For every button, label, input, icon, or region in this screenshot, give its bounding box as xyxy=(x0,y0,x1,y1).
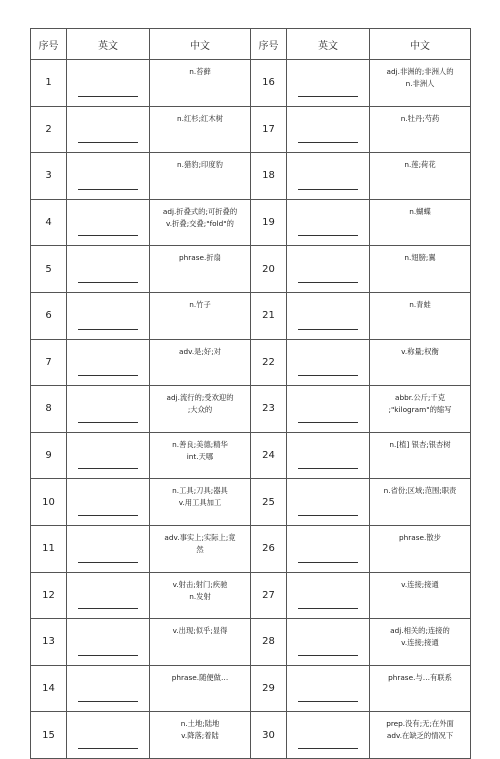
english-answer-blank[interactable] xyxy=(287,712,370,759)
chinese-definition-cell xyxy=(370,153,471,200)
chinese-definition: phrase.折扇 xyxy=(179,253,221,263)
chinese-definition-cell xyxy=(370,292,471,339)
item-number: 7 xyxy=(31,339,67,386)
table-row xyxy=(31,712,471,759)
chinese-definition: n.翅膀;翼 xyxy=(404,253,436,263)
item-number: 18 xyxy=(251,153,287,200)
english-answer-blank[interactable] xyxy=(67,339,150,386)
table-row xyxy=(31,432,471,479)
item-number: 26 xyxy=(251,525,287,572)
chinese-definition-cell xyxy=(150,199,251,246)
chinese-definition: prep.没有;无;在外面 adv.在缺乏的情况下 xyxy=(386,719,454,741)
english-answer-blank[interactable] xyxy=(67,479,150,526)
chinese-definition: n.[植] 银杏;银杏树 xyxy=(389,439,451,449)
chinese-definition: n.莲;荷花 xyxy=(404,160,436,170)
english-answer-blank[interactable] xyxy=(67,106,150,153)
table-row xyxy=(31,153,471,200)
english-answer-blank[interactable] xyxy=(67,619,150,666)
item-number: 1 xyxy=(31,60,67,107)
chinese-definition: abbr.公斤;千克 ;"kilogram"的缩写 xyxy=(388,393,452,415)
chinese-definition-cell xyxy=(150,479,251,526)
english-answer-blank[interactable] xyxy=(287,479,370,526)
chinese-definition-cell xyxy=(370,525,471,572)
item-number: 13 xyxy=(31,619,67,666)
chinese-definition: n.牡丹;芍药 xyxy=(400,113,440,123)
answer-underline xyxy=(78,375,138,376)
chinese-definition: n.善良;美德;精华 int.天哪 xyxy=(172,439,228,461)
english-answer-blank[interactable] xyxy=(67,712,150,759)
chinese-definition: adj.非洲的;非洲人的 n.非洲人 xyxy=(386,67,454,88)
english-answer-blank[interactable] xyxy=(287,199,370,246)
answer-underline xyxy=(78,422,138,423)
table-row xyxy=(31,665,471,712)
item-number: 29 xyxy=(251,665,287,712)
table-row xyxy=(31,292,471,339)
answer-underline xyxy=(78,748,138,749)
chinese-definition-cell xyxy=(370,199,471,246)
english-answer-blank[interactable] xyxy=(287,106,370,153)
vocabulary-table xyxy=(30,28,471,759)
item-number: 25 xyxy=(251,479,287,526)
english-answer-blank[interactable] xyxy=(67,292,150,339)
item-number: 17 xyxy=(251,106,287,153)
english-answer-blank[interactable] xyxy=(67,246,150,293)
chinese-definition-cell xyxy=(150,525,251,572)
chinese-definition-cell xyxy=(150,665,251,712)
answer-underline xyxy=(78,515,138,516)
chinese-definition: n.红杉;红木树 xyxy=(177,113,223,123)
chinese-definition-cell xyxy=(370,572,471,619)
item-number: 3 xyxy=(31,153,67,200)
chinese-definition-cell xyxy=(150,712,251,759)
vocabulary-worksheet xyxy=(30,28,470,759)
item-number: 20 xyxy=(251,246,287,293)
answer-underline xyxy=(78,701,138,702)
answer-underline xyxy=(78,468,138,469)
item-number: 30 xyxy=(251,712,287,759)
chinese-definition-cell xyxy=(370,479,471,526)
item-number: 16 xyxy=(251,60,287,107)
chinese-definition: n.竹子 xyxy=(189,299,211,309)
answer-underline xyxy=(298,142,358,143)
english-answer-blank[interactable] xyxy=(67,60,150,107)
item-number: 6 xyxy=(31,292,67,339)
answer-underline xyxy=(298,468,358,469)
answer-underline xyxy=(78,142,138,143)
table-row xyxy=(31,619,471,666)
table-row xyxy=(31,60,471,107)
item-number: 24 xyxy=(251,432,287,479)
answer-underline xyxy=(78,235,138,236)
english-answer-blank[interactable] xyxy=(287,525,370,572)
chinese-definition: n.省份;区域;范围;职责 xyxy=(383,486,457,496)
chinese-definition-cell xyxy=(150,572,251,619)
english-answer-blank[interactable] xyxy=(287,432,370,479)
item-number: 12 xyxy=(31,572,67,619)
chinese-definition: phrase.随便做… xyxy=(171,672,229,682)
english-answer-blank[interactable] xyxy=(287,572,370,619)
chinese-definition-cell xyxy=(150,339,251,386)
table-row xyxy=(31,386,471,433)
item-number: 4 xyxy=(31,199,67,246)
item-number: 14 xyxy=(31,665,67,712)
chinese-definition-cell xyxy=(150,246,251,293)
chinese-definition-cell xyxy=(370,106,471,153)
item-number: 2 xyxy=(31,106,67,153)
chinese-definition: adj.折叠式的;可折叠的 v.折叠;交叠;"fold"的 xyxy=(162,206,238,228)
chinese-definition: adv.是;好;对 xyxy=(179,346,221,356)
answer-underline xyxy=(298,189,358,190)
english-answer-blank[interactable] xyxy=(67,386,150,433)
answer-underline xyxy=(298,329,358,330)
chinese-definition-cell xyxy=(370,339,471,386)
english-answer-blank[interactable] xyxy=(67,525,150,572)
answer-underline xyxy=(298,375,358,376)
table-row xyxy=(31,479,471,526)
header-english-left: 英文 xyxy=(67,29,150,60)
chinese-definition-cell xyxy=(150,106,251,153)
chinese-definition-cell xyxy=(370,712,471,759)
answer-underline xyxy=(298,282,358,283)
chinese-definition: n.苔藓 xyxy=(189,67,211,76)
chinese-definition-cell xyxy=(370,246,471,293)
table-row xyxy=(31,106,471,153)
item-number: 28 xyxy=(251,619,287,666)
answer-underline xyxy=(78,96,138,97)
chinese-definition-cell xyxy=(150,60,251,107)
chinese-definition-cell xyxy=(150,619,251,666)
header-number-right: 序号 xyxy=(251,29,287,60)
item-number: 27 xyxy=(251,572,287,619)
answer-underline xyxy=(298,515,358,516)
item-number: 15 xyxy=(31,712,67,759)
answer-underline xyxy=(78,562,138,563)
chinese-definition-cell xyxy=(150,386,251,433)
table-body xyxy=(31,60,471,759)
item-number: 19 xyxy=(251,199,287,246)
answer-underline xyxy=(298,608,358,609)
header-chinese-left: 中文 xyxy=(150,29,251,60)
english-answer-blank[interactable] xyxy=(287,292,370,339)
header-row xyxy=(31,29,471,60)
item-number: 5 xyxy=(31,246,67,293)
chinese-definition: v.称量;权衡 xyxy=(401,346,439,356)
english-answer-blank[interactable] xyxy=(287,153,370,200)
header-number-left: 序号 xyxy=(31,29,67,60)
table-row xyxy=(31,199,471,246)
item-number: 10 xyxy=(31,479,67,526)
chinese-definition: adj.流行的;受欢迎的 ;大众的 xyxy=(166,393,234,415)
chinese-definition-cell xyxy=(150,432,251,479)
english-answer-blank[interactable] xyxy=(287,60,370,107)
answer-underline xyxy=(298,562,358,563)
english-answer-blank[interactable] xyxy=(287,246,370,293)
english-answer-blank[interactable] xyxy=(67,572,150,619)
header-english-right: 英文 xyxy=(287,29,370,60)
answer-underline xyxy=(298,235,358,236)
answer-underline xyxy=(78,282,138,283)
chinese-definition: n.青蛙 xyxy=(409,299,431,309)
chinese-definition: n.蝴蝶 xyxy=(409,206,431,216)
answer-underline xyxy=(78,329,138,330)
english-answer-blank[interactable] xyxy=(67,199,150,246)
chinese-definition: v.出现;似乎;显得 xyxy=(172,626,228,636)
table-row xyxy=(31,525,471,572)
chinese-definition: adj.相关的;连接的 v.连接;接通 xyxy=(390,626,450,648)
chinese-definition-cell xyxy=(150,292,251,339)
item-number: 22 xyxy=(251,339,287,386)
english-answer-blank[interactable] xyxy=(287,665,370,712)
chinese-definition: v.射击;射门;疾驰 n.发射 xyxy=(172,579,228,601)
chinese-definition-cell xyxy=(370,432,471,479)
english-answer-blank[interactable] xyxy=(287,386,370,433)
chinese-definition: phrase.散步 xyxy=(399,532,441,542)
chinese-definition-cell xyxy=(370,619,471,666)
english-answer-blank[interactable] xyxy=(67,432,150,479)
answer-underline xyxy=(78,608,138,609)
table-row xyxy=(31,339,471,386)
chinese-definition-cell xyxy=(370,60,471,107)
answer-underline xyxy=(298,422,358,423)
english-answer-blank[interactable] xyxy=(67,665,150,712)
chinese-definition-cell xyxy=(370,665,471,712)
english-answer-blank[interactable] xyxy=(67,153,150,200)
table-row xyxy=(31,572,471,619)
answer-underline xyxy=(78,655,138,656)
item-number: 21 xyxy=(251,292,287,339)
answer-underline xyxy=(78,189,138,190)
item-number: 11 xyxy=(31,525,67,572)
answer-underline xyxy=(298,96,358,97)
table-row xyxy=(31,246,471,293)
english-answer-blank[interactable] xyxy=(287,619,370,666)
chinese-definition: phrase.与…有联系 xyxy=(388,672,452,682)
answer-underline xyxy=(298,748,358,749)
chinese-definition-cell xyxy=(150,153,251,200)
english-answer-blank[interactable] xyxy=(287,339,370,386)
item-number: 8 xyxy=(31,386,67,433)
item-number: 9 xyxy=(31,432,67,479)
answer-underline xyxy=(298,655,358,656)
chinese-definition: n.工具;刀具;器具 v.用工具加工 xyxy=(172,486,228,508)
item-number: 23 xyxy=(251,386,287,433)
chinese-definition: n.猎豹;印度豹 xyxy=(177,160,223,170)
answer-underline xyxy=(298,701,358,702)
chinese-definition: n.土地;陆地 v.降落;着陆 xyxy=(180,719,220,741)
header-chinese-right: 中文 xyxy=(370,29,471,60)
chinese-definition: v.连接;接通 xyxy=(401,579,439,589)
chinese-definition-cell xyxy=(370,386,471,433)
chinese-definition: adv.事实上;实际上;竟 然 xyxy=(164,532,236,554)
